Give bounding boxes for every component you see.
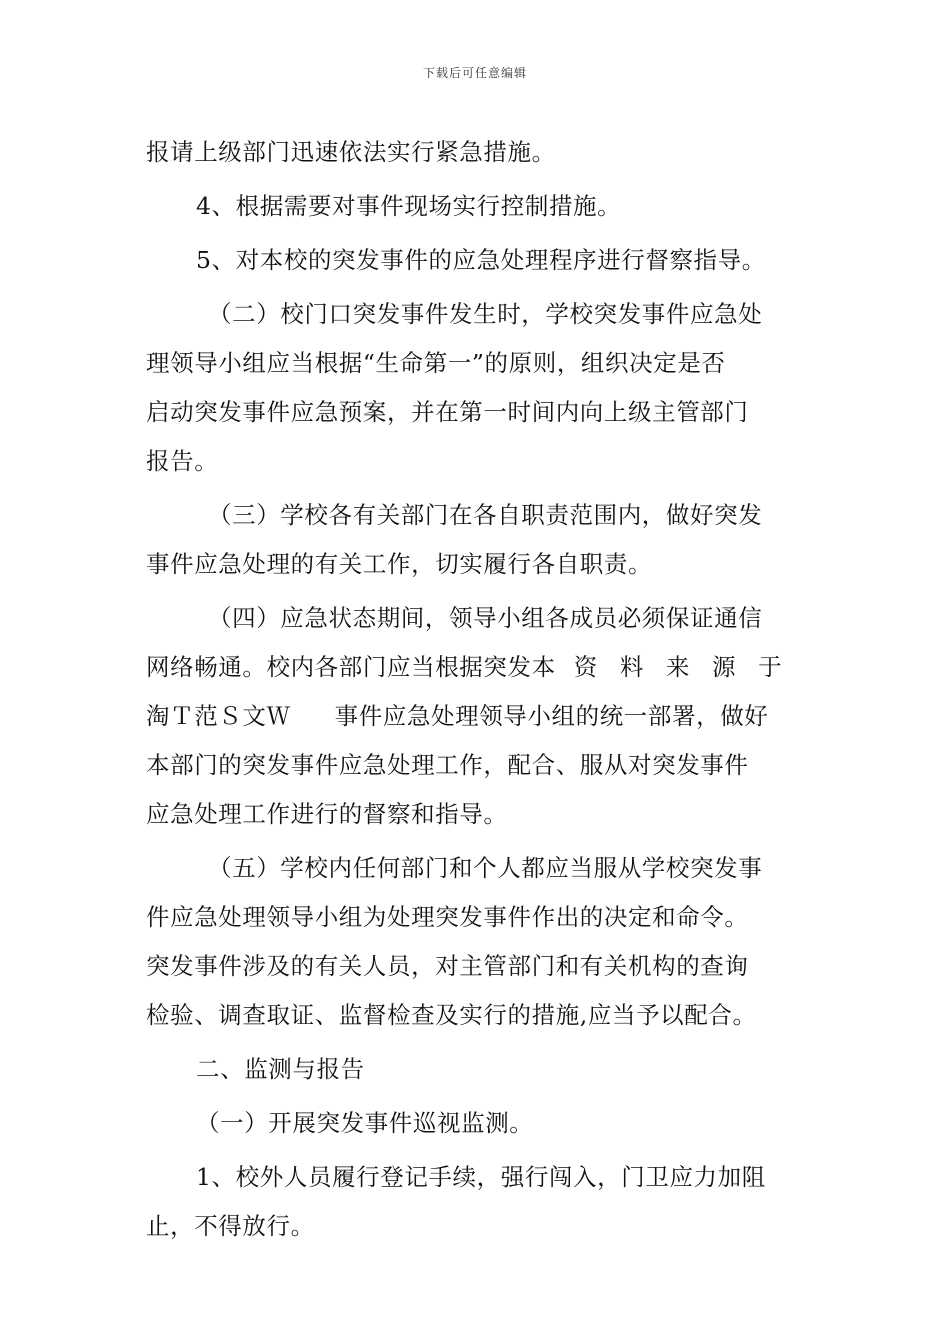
watermark-char: 料 xyxy=(619,653,644,681)
paragraph-line: 应急处理工作进行的督察和指导。 xyxy=(146,800,508,828)
paragraph-line: 5、对本校的突发事件的应急处理程序进行督察指导。 xyxy=(196,246,766,274)
watermark-char: 于 xyxy=(758,653,783,681)
paragraph-line: （四）应急状态期间，领导小组各成员必须保证通信 xyxy=(208,604,763,632)
paragraph-line: 报请上级部门迅速依法实行紧急措施。 xyxy=(146,138,556,166)
subsection-heading: （一）开展突发事件巡视监测。 xyxy=(196,1109,534,1137)
paragraph-line: 4、根据需要对事件现场实行控制措施。 xyxy=(196,192,622,220)
paragraph-line: 理领导小组应当根据“生命第一”的原则，组织决定是否 xyxy=(146,349,726,377)
paragraph-line: 止，不得放行。 xyxy=(146,1212,315,1240)
line-text: 网络畅通。校内各部门应当根据突发本 xyxy=(146,653,556,681)
paragraph-line: 报告。 xyxy=(146,447,219,475)
paragraph-line: （五）学校内任何部门和个人都应当服从学校突发事 xyxy=(208,854,763,882)
paragraph-line: 事件应急处理的有关工作，切实履行各自职责。 xyxy=(146,550,653,578)
watermark-text: 淘Ｔ范Ｓ文Ｗ xyxy=(146,702,291,730)
paragraph-line: 1、校外人员履行登记手续，强行闯入，门卫应力加阻 xyxy=(196,1163,766,1191)
paragraph-line: 件应急处理领导小组为处理突发事件作出的决定和命令。 xyxy=(146,903,749,931)
watermark-char: 源 xyxy=(712,653,737,681)
section-heading: 二、监测与报告 xyxy=(196,1055,365,1083)
watermark-char: 资 xyxy=(573,653,598,681)
paragraph-line: 检验、调查取证、监督检查及实行的措施,应当予以配合。 xyxy=(146,1001,757,1029)
paragraph-line: 突发事件涉及的有关人员，对主管部门和有关机构的查询 xyxy=(146,952,749,980)
paragraph-line xyxy=(146,692,810,741)
line-text: 事件应急处理领导小组的统一部署，做好 xyxy=(334,702,769,730)
paragraph-line: 本部门的突发事件应急处理工作，配合、服从对突发事件 xyxy=(146,751,749,779)
paragraph-line: 启动突发事件应急预案，并在第一时间内向上级主管部门 xyxy=(146,398,749,426)
document-body xyxy=(146,128,810,1251)
page-header: 下载后可任意编辑 xyxy=(422,66,527,80)
paragraph-line: （二）校门口突发事件发生时，学校突发事件应急处 xyxy=(208,300,763,328)
watermark-char: 来 xyxy=(665,653,691,681)
paragraph-line xyxy=(146,643,810,692)
paragraph-line: （三）学校各有关部门在各自职责范围内，做好突发 xyxy=(208,501,763,529)
